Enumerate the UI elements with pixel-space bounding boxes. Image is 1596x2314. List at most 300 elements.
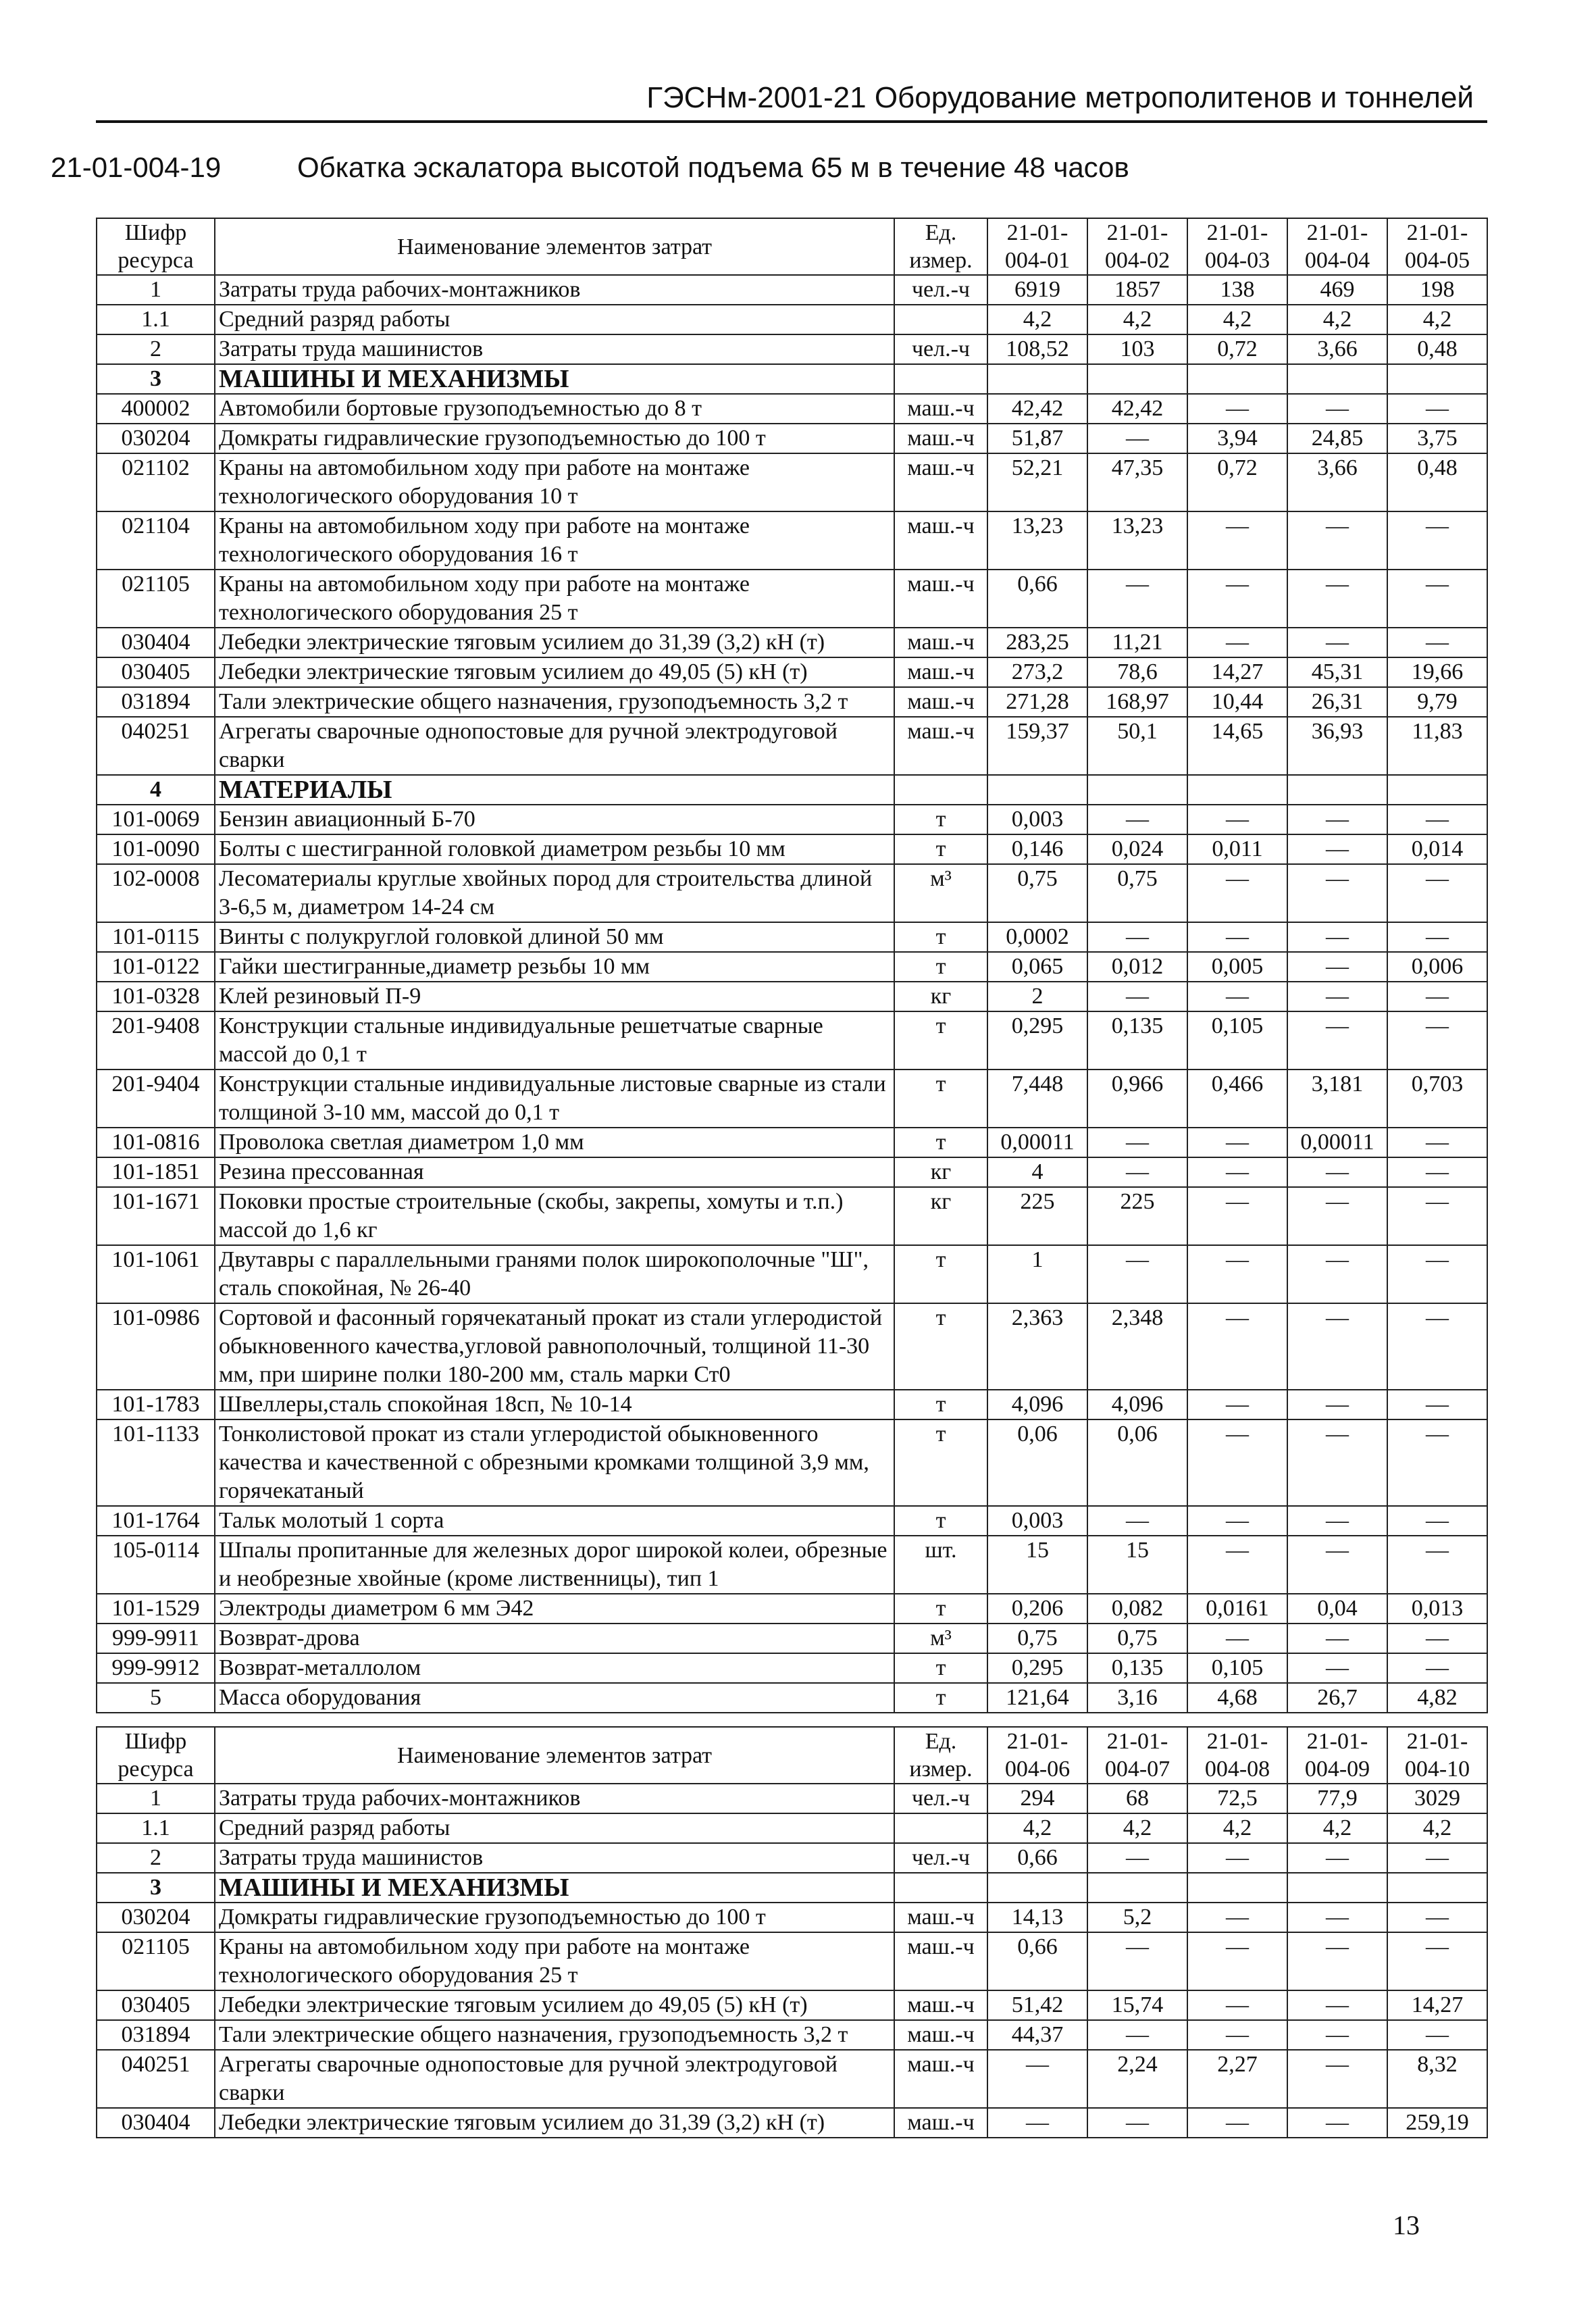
unit-cell: маш.-ч xyxy=(894,687,987,717)
value-cell: — xyxy=(1287,864,1387,922)
table-row xyxy=(97,687,1487,717)
resource-name-cell: Тонколистовой прокат из стали углеродистой обыкновенного качества и качественной с обрезными кромками толщиной 3,9 мм, горячекатаный xyxy=(215,1419,894,1506)
value-cell xyxy=(1287,1873,1387,1903)
table-row xyxy=(97,334,1487,364)
value-cell: 52,21 xyxy=(987,453,1087,511)
value-cell: 271,28 xyxy=(987,687,1087,717)
section-subtitle xyxy=(51,151,1129,184)
value-cell: 0,105 xyxy=(1187,1653,1287,1683)
value-cell: 14,13 xyxy=(987,1903,1087,1932)
column-header: 21-01-004-07 xyxy=(1087,1727,1187,1784)
value-cell: 0,75 xyxy=(987,864,1087,922)
unit-cell: чел.-ч xyxy=(894,334,987,364)
resource-name-cell: Краны на автомобильном ходу при работе на монтаже технологического оборудования 10 т xyxy=(215,453,894,511)
table-row xyxy=(97,1903,1487,1932)
value-cell: 0,66 xyxy=(987,570,1087,628)
resource-name-cell: Электроды диаметром 6 мм Э42 xyxy=(215,1594,894,1624)
value-cell: 44,37 xyxy=(987,2020,1087,2050)
resource-code-cell: 101-0115 xyxy=(97,922,215,952)
unit-cell: м³ xyxy=(894,864,987,922)
table-row xyxy=(97,952,1487,982)
table-row xyxy=(97,1813,1487,1843)
value-cell: 0,06 xyxy=(987,1419,1087,1506)
subtitle-text: Обкатка эскалатора высотой подъема 65 м в течение 48 часов xyxy=(297,151,1129,183)
value-cell: 2,363 xyxy=(987,1303,1087,1390)
unit-cell: кг xyxy=(894,1187,987,1245)
unit-cell: маш.-ч xyxy=(894,453,987,511)
value-cell: — xyxy=(1387,1245,1487,1303)
resource-name-cell: Сортовой и фасонный горячекатаный прокат из стали углеродистой обыкновенного качества,угловой равнополочный, толщиной 11-30 мм, при ширине полки 180-200 мм, сталь марки Ст0 xyxy=(215,1303,894,1390)
column-header: 21-01-004-04 xyxy=(1287,218,1387,275)
value-cell: — xyxy=(1387,394,1487,424)
value-cell: 78,6 xyxy=(1087,657,1187,687)
unit-cell: кг xyxy=(894,982,987,1011)
value-cell: — xyxy=(1287,834,1387,864)
table-row xyxy=(97,364,1487,394)
resource-name-cell: Проволока светлая диаметром 1,0 мм xyxy=(215,1128,894,1157)
resource-code-cell: 3 xyxy=(97,1873,215,1903)
column-header: 21-01-004-09 xyxy=(1287,1727,1387,1784)
resource-name-cell: Винты с полукруглой головкой длиной 50 мм xyxy=(215,922,894,952)
value-cell: — xyxy=(1287,982,1387,1011)
unit-cell: т xyxy=(894,1245,987,1303)
value-cell: — xyxy=(1187,922,1287,952)
resource-name-cell: Масса оборудования xyxy=(215,1683,894,1713)
value-cell: 0,72 xyxy=(1187,334,1287,364)
value-cell: 0,105 xyxy=(1187,1011,1287,1070)
resource-code-cell: 031894 xyxy=(97,687,215,717)
value-cell: 15 xyxy=(1087,1536,1187,1594)
value-cell: — xyxy=(1087,2108,1187,2138)
value-cell: 42,42 xyxy=(987,394,1087,424)
value-cell: — xyxy=(1187,1390,1287,1419)
value-cell: — xyxy=(1087,1157,1187,1187)
resource-name-cell: Тальк молотый 1 сорта xyxy=(215,1506,894,1536)
resource-code-cell: 400002 xyxy=(97,394,215,424)
value-cell: 51,42 xyxy=(987,1990,1087,2020)
value-cell: 0,006 xyxy=(1387,952,1487,982)
unit-cell xyxy=(894,305,987,334)
value-cell: 225 xyxy=(987,1187,1087,1245)
value-cell: 1857 xyxy=(1087,275,1187,305)
value-cell: 36,93 xyxy=(1287,717,1387,775)
value-cell: 4,2 xyxy=(1287,1813,1387,1843)
value-cell: 0,00011 xyxy=(987,1128,1087,1157)
value-cell: — xyxy=(1387,1624,1487,1653)
value-cell: — xyxy=(1187,1245,1287,1303)
value-cell: 0,014 xyxy=(1387,834,1487,864)
value-cell: — xyxy=(1387,922,1487,952)
table-row xyxy=(97,775,1487,805)
resource-code-cell: 3 xyxy=(97,364,215,394)
table-row xyxy=(97,1506,1487,1536)
value-cell: — xyxy=(1387,982,1487,1011)
table-row xyxy=(97,394,1487,424)
value-cell: — xyxy=(1287,394,1387,424)
value-cell: — xyxy=(1287,1157,1387,1187)
value-cell: 0,295 xyxy=(987,1011,1087,1070)
resource-name-cell: Конструкции стальные индивидуальные листовые сварные из стали толщиной 3-10 мм, массой до 0,1 т xyxy=(215,1070,894,1128)
value-cell: 3,75 xyxy=(1387,424,1487,453)
unit-cell: маш.-ч xyxy=(894,570,987,628)
value-cell: 50,1 xyxy=(1087,717,1187,775)
value-cell: — xyxy=(1287,1653,1387,1683)
unit-cell: м³ xyxy=(894,1624,987,1653)
table-row xyxy=(97,1653,1487,1683)
value-cell xyxy=(1187,775,1287,805)
resource-code-cell: 021105 xyxy=(97,1932,215,1990)
value-cell: 225 xyxy=(1087,1187,1187,1245)
resource-name-cell: Затраты труда машинистов xyxy=(215,1843,894,1873)
table-row xyxy=(97,834,1487,864)
unit-cell: чел.-ч xyxy=(894,275,987,305)
value-cell xyxy=(1287,775,1387,805)
value-cell: 15,74 xyxy=(1087,1990,1187,2020)
value-cell: 4,2 xyxy=(1087,305,1187,334)
column-header: 21-01-004-08 xyxy=(1187,1727,1287,1784)
table-row xyxy=(97,1128,1487,1157)
value-cell: 0,75 xyxy=(1087,864,1187,922)
table-row xyxy=(97,2050,1487,2108)
unit-cell: маш.-ч xyxy=(894,2108,987,2138)
resource-code-cell: 101-0986 xyxy=(97,1303,215,1390)
resource-code-cell: 101-1851 xyxy=(97,1157,215,1187)
value-cell: 11,21 xyxy=(1087,628,1187,657)
value-cell: — xyxy=(1387,1932,1487,1990)
resource-table-1 xyxy=(96,218,1488,1713)
value-cell: — xyxy=(1287,1506,1387,1536)
resource-code-cell: 201-9408 xyxy=(97,1011,215,1070)
resource-code-cell: 102-0008 xyxy=(97,864,215,922)
value-cell: — xyxy=(1287,570,1387,628)
value-cell: 26,31 xyxy=(1287,687,1387,717)
value-cell xyxy=(1287,364,1387,394)
resource-table-2 xyxy=(96,1726,1488,2138)
value-cell xyxy=(987,775,1087,805)
value-cell: 77,9 xyxy=(1287,1784,1387,1813)
value-cell: 0,48 xyxy=(1387,334,1487,364)
value-cell: 2 xyxy=(987,982,1087,1011)
unit-cell: т xyxy=(894,1390,987,1419)
value-cell: — xyxy=(1387,1536,1487,1594)
resource-name-cell: Агрегаты сварочные однопостовые для ручной электродуговой сварки xyxy=(215,2050,894,2108)
value-cell: — xyxy=(1187,982,1287,1011)
unit-cell: т xyxy=(894,1653,987,1683)
resource-name-cell: Средний разряд работы xyxy=(215,305,894,334)
value-cell: 4,2 xyxy=(987,1813,1087,1843)
resource-name-cell: Автомобили бортовые грузоподъемностью до 8 т xyxy=(215,394,894,424)
resource-code-cell: 030404 xyxy=(97,2108,215,2138)
resource-name-cell: Шпалы пропитанные для железных дорог широкой колеи, обрезные и необрезные хвойные (кроме лиственницы), тип 1 xyxy=(215,1536,894,1594)
resource-name-cell: Краны на автомобильном ходу при работе на монтаже технологического оборудования 25 т xyxy=(215,570,894,628)
value-cell: 0,206 xyxy=(987,1594,1087,1624)
value-cell: — xyxy=(1187,1990,1287,2020)
value-cell: 0,135 xyxy=(1087,1011,1187,1070)
resource-name-cell: Лебедки электрические тяговым усилием до 31,39 (3,2) кН (т) xyxy=(215,2108,894,2138)
value-cell xyxy=(1087,364,1187,394)
unit-cell: маш.-ч xyxy=(894,628,987,657)
value-cell: — xyxy=(1287,511,1387,570)
resource-name-cell: Краны на автомобильном ходу при работе на монтаже технологического оборудования 16 т xyxy=(215,511,894,570)
value-cell: 4,2 xyxy=(1387,1813,1487,1843)
value-cell xyxy=(1187,1873,1287,1903)
value-cell: 469 xyxy=(1287,275,1387,305)
table-row xyxy=(97,657,1487,687)
value-cell xyxy=(1387,364,1487,394)
table-row xyxy=(97,1624,1487,1653)
resource-name-cell: Возврат-металлолом xyxy=(215,1653,894,1683)
resource-code-cell: 021105 xyxy=(97,570,215,628)
resource-code-cell: 030405 xyxy=(97,1990,215,2020)
value-cell: — xyxy=(1087,1506,1187,1536)
value-cell: 14,27 xyxy=(1387,1990,1487,2020)
resource-name-cell: Краны на автомобильном ходу при работе на монтаже технологического оборудования 25 т xyxy=(215,1932,894,1990)
value-cell: 0,04 xyxy=(1287,1594,1387,1624)
value-cell: 0,00011 xyxy=(1287,1128,1387,1157)
resource-code-cell: 4 xyxy=(97,775,215,805)
resource-code-cell: 2 xyxy=(97,1843,215,1873)
unit-cell: т xyxy=(894,1594,987,1624)
resource-name-cell: Лесоматериалы круглые хвойных пород для строительства длиной 3-6,5 м, диаметром 14-24 см xyxy=(215,864,894,922)
value-cell: 0,024 xyxy=(1087,834,1187,864)
value-cell: — xyxy=(1287,1990,1387,2020)
table-row xyxy=(97,424,1487,453)
column-header: 21-01-004-03 xyxy=(1187,218,1287,275)
value-cell: 3,66 xyxy=(1287,453,1387,511)
value-cell: 4,096 xyxy=(987,1390,1087,1419)
resource-code-cell: 999-9911 xyxy=(97,1624,215,1653)
value-cell: 103 xyxy=(1087,334,1187,364)
resource-name-cell: Поковки простые строительные (скобы, закрепы, хомуты и т.п.) массой до 1,6 кг xyxy=(215,1187,894,1245)
resource-name-cell: Швеллеры,сталь спокойная 18сп, № 10-14 xyxy=(215,1390,894,1419)
value-cell: 42,42 xyxy=(1087,394,1187,424)
value-cell: 0,135 xyxy=(1087,1653,1187,1683)
resource-code-cell: 5 xyxy=(97,1683,215,1713)
unit-cell: шт. xyxy=(894,1536,987,1594)
value-cell: — xyxy=(1187,805,1287,834)
unit-cell: маш.-ч xyxy=(894,424,987,453)
value-cell: — xyxy=(1087,982,1187,1011)
value-cell: 4,68 xyxy=(1187,1683,1287,1713)
unit-cell: т xyxy=(894,1506,987,1536)
value-cell: 0,72 xyxy=(1187,453,1287,511)
value-cell: 108,52 xyxy=(987,334,1087,364)
value-cell: 0,66 xyxy=(987,1932,1087,1990)
value-cell: 4,2 xyxy=(1087,1813,1187,1843)
resource-code-cell: 030404 xyxy=(97,628,215,657)
page-header xyxy=(96,73,1487,123)
resource-code-cell: 1 xyxy=(97,275,215,305)
value-cell: — xyxy=(1287,628,1387,657)
value-cell: 0,295 xyxy=(987,1653,1087,1683)
value-cell: 4,096 xyxy=(1087,1390,1187,1419)
resource-name-cell: Затраты труда рабочих-монтажников xyxy=(215,1784,894,1813)
resource-name-cell: Лебедки электрические тяговым усилием до 49,05 (5) кН (т) xyxy=(215,657,894,687)
value-cell: — xyxy=(1187,394,1287,424)
resource-code-cell: 2 xyxy=(97,334,215,364)
value-cell: 0,966 xyxy=(1087,1070,1187,1128)
value-cell xyxy=(1387,1873,1487,1903)
value-cell: 0,66 xyxy=(987,1843,1087,1873)
resource-code-cell: 101-1783 xyxy=(97,1390,215,1419)
resource-code-cell: 101-1671 xyxy=(97,1187,215,1245)
value-cell: 13,23 xyxy=(1087,511,1187,570)
resource-name-cell: Домкраты гидравлические грузоподъемностью до 100 т xyxy=(215,1903,894,1932)
value-cell: 4 xyxy=(987,1157,1087,1187)
value-cell: 0,48 xyxy=(1387,453,1487,511)
resource-name-cell: МАТЕРИАЛЫ xyxy=(215,775,894,805)
value-cell: — xyxy=(1187,864,1287,922)
unit-cell xyxy=(894,775,987,805)
value-cell: — xyxy=(1387,864,1487,922)
value-cell: 0,065 xyxy=(987,952,1087,982)
value-cell: — xyxy=(1187,1932,1287,1990)
value-cell: 4,82 xyxy=(1387,1683,1487,1713)
value-cell: — xyxy=(1187,628,1287,657)
value-cell: 3,181 xyxy=(1287,1070,1387,1128)
value-cell: — xyxy=(1387,1128,1487,1157)
value-cell: — xyxy=(1387,1506,1487,1536)
unit-cell: маш.-ч xyxy=(894,394,987,424)
value-cell: 138 xyxy=(1187,275,1287,305)
value-cell: — xyxy=(1387,1390,1487,1419)
table-row xyxy=(97,922,1487,952)
value-cell: 0,003 xyxy=(987,1506,1087,1536)
table-row xyxy=(97,2020,1487,2050)
value-cell: — xyxy=(1187,1506,1287,1536)
value-cell: 15 xyxy=(987,1536,1087,1594)
value-cell: 6919 xyxy=(987,275,1087,305)
value-cell: 72,5 xyxy=(1187,1784,1287,1813)
resource-code-cell: 1.1 xyxy=(97,305,215,334)
value-cell: — xyxy=(1087,922,1187,952)
table-row xyxy=(97,1873,1487,1903)
value-cell: — xyxy=(1187,1536,1287,1594)
column-header: Наименование элементов затрат xyxy=(215,1727,894,1784)
table-row xyxy=(97,1011,1487,1070)
resource-code-cell: 999-9912 xyxy=(97,1653,215,1683)
table-row xyxy=(97,453,1487,511)
unit-cell: т xyxy=(894,1303,987,1390)
unit-cell: маш.-ч xyxy=(894,1990,987,2020)
resource-name-cell: Лебедки электрические тяговым усилием до 31,39 (3,2) кН (т) xyxy=(215,628,894,657)
resource-code-cell: 021102 xyxy=(97,453,215,511)
unit-cell: маш.-ч xyxy=(894,717,987,775)
value-cell: 3029 xyxy=(1387,1784,1487,1813)
table-row xyxy=(97,1419,1487,1506)
table-row xyxy=(97,717,1487,775)
value-cell: 2,348 xyxy=(1087,1303,1187,1390)
value-cell: — xyxy=(1187,1128,1287,1157)
resource-code-cell: 101-0090 xyxy=(97,834,215,864)
table-row xyxy=(97,628,1487,657)
value-cell: — xyxy=(1387,570,1487,628)
value-cell: 259,19 xyxy=(1387,2108,1487,2138)
resource-name-cell: МАШИНЫ И МЕХАНИЗМЫ xyxy=(215,364,894,394)
resource-code-cell: 101-1764 xyxy=(97,1506,215,1536)
resource-name-cell: Конструкции стальные индивидуальные решетчатые сварные массой до 0,1 т xyxy=(215,1011,894,1070)
value-cell: 0,012 xyxy=(1087,952,1187,982)
unit-cell: чел.-ч xyxy=(894,1843,987,1873)
value-cell xyxy=(987,364,1087,394)
value-cell xyxy=(987,1873,1087,1903)
value-cell: — xyxy=(1187,1903,1287,1932)
resource-code-cell: 021104 xyxy=(97,511,215,570)
table-row xyxy=(97,1536,1487,1594)
unit-cell: т xyxy=(894,1683,987,1713)
table-row xyxy=(97,1990,1487,2020)
resource-code-cell: 031894 xyxy=(97,2020,215,2050)
value-cell: — xyxy=(1387,1157,1487,1187)
value-cell: — xyxy=(987,2050,1087,2108)
value-cell: — xyxy=(1287,1624,1387,1653)
value-cell: 0,466 xyxy=(1187,1070,1287,1128)
value-cell: — xyxy=(1287,1187,1387,1245)
value-cell: 0,082 xyxy=(1087,1594,1187,1624)
column-header: Шифр ресурса xyxy=(97,1727,215,1784)
resource-code-cell: 101-1529 xyxy=(97,1594,215,1624)
resource-name-cell: Тали электрические общего назначения, грузоподъемность 3,2 т xyxy=(215,687,894,717)
table-row xyxy=(97,1245,1487,1303)
table-row xyxy=(97,982,1487,1011)
resource-code-cell: 101-1133 xyxy=(97,1419,215,1506)
value-cell xyxy=(1087,775,1187,805)
value-cell: — xyxy=(1287,805,1387,834)
value-cell xyxy=(1087,1873,1187,1903)
table-row xyxy=(97,511,1487,570)
value-cell: — xyxy=(1087,1128,1187,1157)
resource-code-cell: 030204 xyxy=(97,1903,215,1932)
page-number: 13 xyxy=(1393,2210,1420,2240)
value-cell: — xyxy=(1187,1843,1287,1873)
value-cell: — xyxy=(1387,1903,1487,1932)
resource-code-cell: 1.1 xyxy=(97,1813,215,1843)
value-cell: 294 xyxy=(987,1784,1087,1813)
column-header: 21-01-004-06 xyxy=(987,1727,1087,1784)
resource-name-cell: Затраты труда рабочих-монтажников xyxy=(215,275,894,305)
value-cell: 0,0002 xyxy=(987,922,1087,952)
value-cell: 0,06 xyxy=(1087,1419,1187,1506)
value-cell: 283,25 xyxy=(987,628,1087,657)
unit-cell: т xyxy=(894,1070,987,1128)
value-cell: 3,66 xyxy=(1287,334,1387,364)
value-cell: — xyxy=(1187,1303,1287,1390)
value-cell: 0,005 xyxy=(1187,952,1287,982)
subtitle-code: 21-01-004-19 xyxy=(51,151,222,183)
unit-cell xyxy=(894,364,987,394)
column-header: 21-01-004-05 xyxy=(1387,218,1487,275)
value-cell: 159,37 xyxy=(987,717,1087,775)
value-cell: — xyxy=(1087,805,1187,834)
value-cell: — xyxy=(1187,2020,1287,2050)
unit-cell xyxy=(894,1873,987,1903)
value-cell: 0,75 xyxy=(1087,1624,1187,1653)
value-cell: 2,27 xyxy=(1187,2050,1287,2108)
resource-name-cell: Клей резиновый П-9 xyxy=(215,982,894,1011)
resource-code-cell: 101-0122 xyxy=(97,952,215,982)
value-cell: — xyxy=(1187,1624,1287,1653)
value-cell: — xyxy=(1187,2108,1287,2138)
value-cell: — xyxy=(1287,1843,1387,1873)
value-cell: 14,65 xyxy=(1187,717,1287,775)
value-cell: 4,2 xyxy=(1187,305,1287,334)
resource-code-cell: 1 xyxy=(97,1784,215,1813)
value-cell: — xyxy=(1087,2020,1187,2050)
value-cell: — xyxy=(1287,922,1387,952)
unit-cell: т xyxy=(894,1011,987,1070)
resource-name-cell: Домкраты гидравлические грузоподъемностью до 100 т xyxy=(215,424,894,453)
unit-cell: т xyxy=(894,1419,987,1506)
